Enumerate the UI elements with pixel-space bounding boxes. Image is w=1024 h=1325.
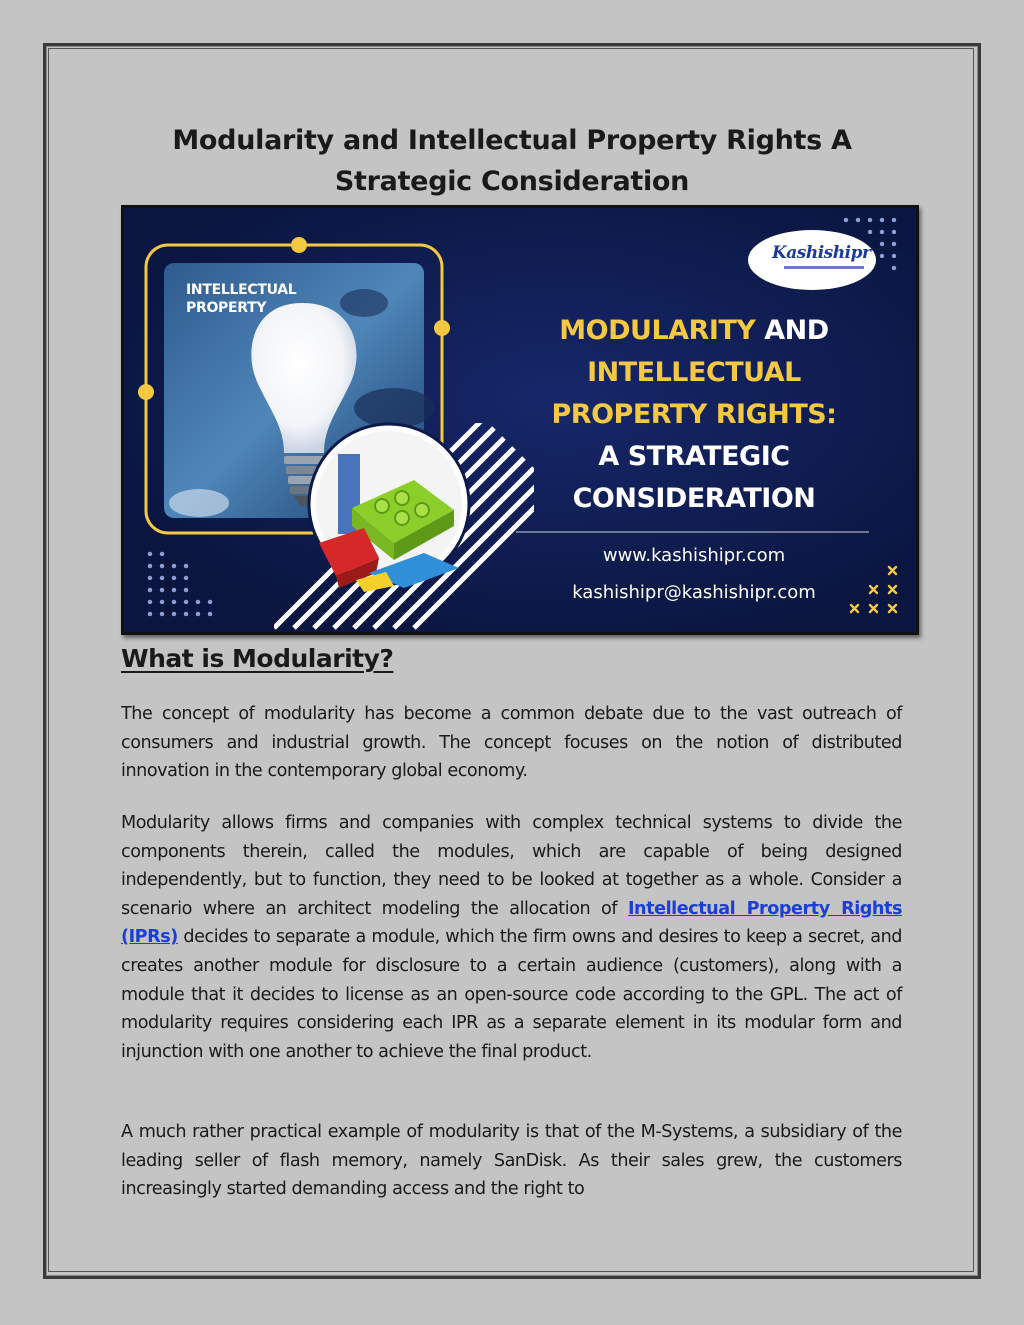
ip-label-line2: PROPERTY xyxy=(186,300,267,316)
ip-label-line1: INTELLECTUAL xyxy=(186,282,297,298)
headline-and: AND xyxy=(764,315,829,346)
headline-property-rights: PROPERTY RIGHTS: xyxy=(551,399,837,430)
paragraph-1: The concept of modularity has become a common debate due to the vast outreach of consumers and industrial growth. The concept focuses on the notion of distributed innovation in the contemporary global economy. xyxy=(121,704,902,782)
headline-consideration: CONSIDERATION xyxy=(572,483,816,514)
section-heading: What is Modularity? xyxy=(121,644,394,673)
paragraph-3: A much rather practical example of modularity is that of the M-Systems, a subsidiary of the leading seller of flash memory, namely SanDisk. As their sales grew, the customers increasingly started demanding access and the right to xyxy=(121,1122,902,1200)
headline-intellectual: INTELLECTUAL xyxy=(587,357,801,388)
banner-website: www.kashishipr.com xyxy=(602,545,786,566)
paragraph-2-text-before: Modularity allows firms and companies with complex technical systems to divide the components therein, called the modules, which are capable of being designed independently, but to function, they need to be looked at together as a whole. Consider a scenario where an architect modeling the allocation of xyxy=(121,813,902,919)
document-title: Modularity and Intellectual Property Rights A Strategic Consideration xyxy=(172,125,852,197)
banner-email: kashishipr@kashishipr.com xyxy=(572,582,816,603)
paragraph-2-text-after: decides to separate a module, which the firm owns and desires to keep a secret, and creates another module for disclosure to a certain audience (customers), along with a module that it decides to license as an open-source code according to the GPL. The act of modularity requires considering each IPR as a separate element in its modular form and injunction with one another to achieve the final product. xyxy=(121,927,902,1062)
logo-tagline-bar xyxy=(784,266,864,269)
kashishipr-logo: Kashishipr xyxy=(772,243,871,263)
headline-a-strategic: A STRATEGIC xyxy=(598,441,790,472)
ipr-link[interactable]: Intellectual Property Rights (IPRs) xyxy=(121,898,902,948)
banner-headline xyxy=(504,310,884,520)
hero-banner-image xyxy=(121,205,919,635)
paragraph-2 xyxy=(121,809,902,1066)
headline-modularity: MODULARITY xyxy=(559,315,756,346)
building-blocks-photo xyxy=(309,424,469,592)
intellectual-property-label xyxy=(186,281,296,317)
